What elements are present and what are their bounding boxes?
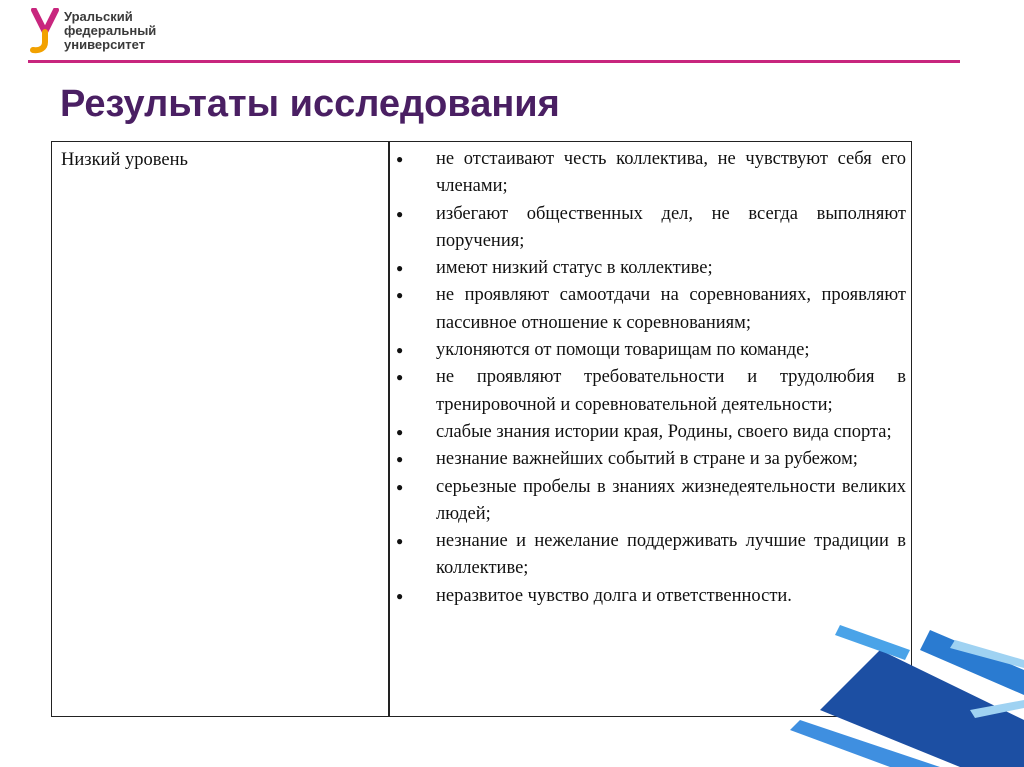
list-item-text: не проявляют самоотдачи на соревнованиях, проявляют пассивное отношение к соревнованиям; [436,285,906,333]
university-logo [28,8,268,54]
list-item [390,201,906,256]
bullet-icon: ● [396,479,404,494]
list-item-text: серьезные пробелы в знаниях жизнедеятельности великих людей; [436,476,906,524]
list-item [390,255,906,282]
list-item [390,446,906,473]
logo-line-2: федеральный [64,23,157,38]
slide-title: Результаты исследования [60,83,560,125]
list-item-text: не отстаивают честь коллектива, не чувствуют себя его членами; [436,149,906,197]
bullet-icon: ● [396,288,404,303]
bullet-icon: ● [396,588,404,603]
logo-line-1: Уральский [64,9,133,24]
list-item-text: не проявляют требовательности и трудолюбия в тренировочной и соревновательной деятельности; [436,367,906,415]
list-item [390,419,906,446]
list-item [390,282,906,337]
list-item-text: незнание и нежелание поддерживать лучшие традиции в коллективе; [436,531,906,579]
level-label: Низкий уровень [61,150,188,170]
list-item-text: незнание важнейших событий в стране и за рубежом; [436,449,858,470]
logo-line-3: университет [64,37,146,52]
bullet-icon: ● [396,370,404,385]
list-item-text: слабые знания истории края, Родины, своего вида спорта; [436,421,892,442]
header-divider [28,60,960,63]
bullet-icon: ● [396,343,404,358]
decorative-stripes [780,600,1024,767]
bullet-icon: ● [396,206,404,221]
list-item [390,474,906,529]
characteristics-list [390,146,906,610]
logo-mark-icon [28,8,62,54]
list-item [390,337,906,364]
bullet-icon: ● [396,152,404,166]
bullet-icon: ● [396,424,404,439]
bullet-icon: ● [396,534,404,549]
bullet-icon: ● [396,261,404,276]
list-item [390,528,906,583]
list-item-text: имеют низкий статус в коллективе; [436,258,713,279]
list-item-text: избегают общественных дел, не всегда выполняют поручения; [436,203,906,251]
list-item [390,146,906,201]
logo-text [64,10,156,52]
list-item-text: уклоняются от помощи товарищам по команде; [436,340,810,361]
list-item-text: неразвитое чувство долга и ответственности. [436,585,792,606]
list-item [390,364,906,419]
bullet-icon: ● [396,452,404,467]
